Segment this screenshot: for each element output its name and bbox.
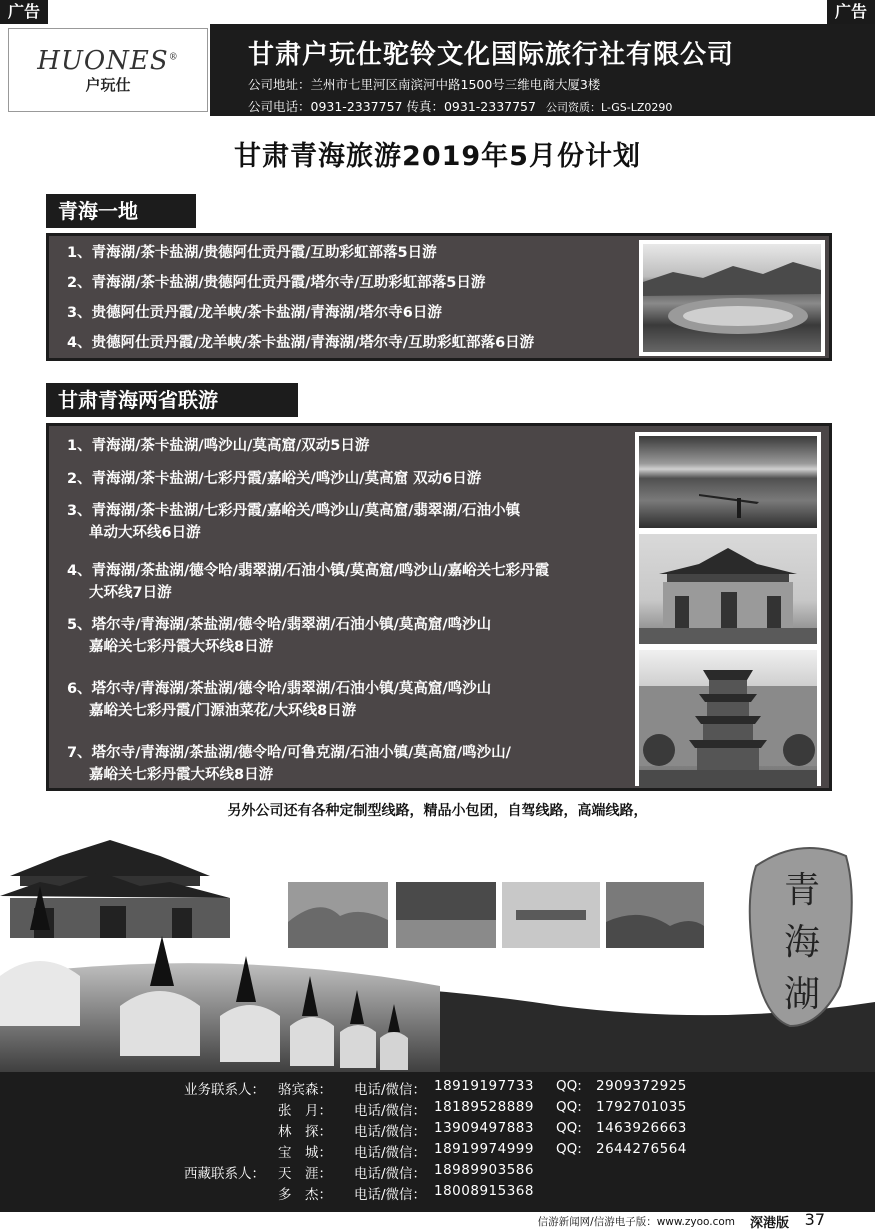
contact-qq-label: QQ: [556,1120,582,1136]
contact-name: 骆宾森： [278,1082,332,1098]
contact-phone: 18919974999 [434,1141,534,1157]
route-item-cont: 嘉峪关七彩丹霞/门源油菜花/大环线8日游 [89,703,357,719]
lake-photo [639,240,825,356]
route-item: 1、青海湖/茶卡盐湖/贵德阿仕贡丹霞/互助彩虹部落5日游 [67,245,437,261]
logo-wordmark: HUONES® [37,45,179,76]
route-item: 4、贵德阿仕贡丹霞/龙羊峡/茶卡盐湖/青海湖/塔尔寺/互助彩虹部落6日游 [67,335,535,351]
route-item: 6、塔尔寺/青海湖/茶盐湖/德令哈/翡翠湖/石油小镇/莫高窟/鸣沙山 [67,681,492,697]
route-item: 7、塔尔寺/青海湖/茶盐湖/德令哈/可鲁克湖/石油小镇/莫高窟/鸣沙山/ [67,745,511,761]
route-panel-qinghai [46,233,832,361]
page-footer [0,1212,875,1230]
route-item: 1、青海湖/茶卡盐湖/鸣沙山/莫高窟/双动5日游 [67,438,370,454]
contact-name: 宝 城： [278,1145,332,1161]
company-qualification: 公司资质：L-GS-LZ0290 [545,101,673,114]
company-name: 甘肃户玩仕驼铃文化国际旅行社有限公司 [248,40,735,70]
ad-tag-right: 广告 [827,0,875,24]
company-address: 公司地址：兰州市七里河区南滨河中路1500号三维电商大厦3楼 [248,77,601,92]
route-item: 2、青海湖/茶卡盐湖/七彩丹霞/嘉峪关/鸣沙山/莫高窟 双动6日游 [67,471,482,487]
page-title: 甘肃青海旅游2019年5月份计划 [234,141,641,172]
footer-edition: 深港版 [749,1216,789,1230]
contact-phone: 13909497883 [434,1120,534,1136]
page-number: 37 [804,1210,825,1229]
contact-qq: 1792701035 [596,1099,687,1115]
contact-phone: 18919197733 [434,1078,534,1094]
section-label-qinghai: 青海一地 [46,194,196,228]
contact-name: 林 探： [278,1124,332,1140]
route-item: 3、贵德阿仕贡丹霞/龙羊峡/茶卡盐湖/青海湖/塔尔寺6日游 [67,305,442,321]
contact-name: 张 月： [278,1103,332,1119]
contact-qq: 2644276564 [596,1141,687,1157]
contact-qq: 1463926663 [596,1120,687,1136]
route-item-cont: 嘉峪关七彩丹霞大环线8日游 [89,767,274,783]
contact-phone-label: 电话/微信： [354,1166,427,1182]
temple-photo [639,534,817,644]
custom-routes-note: 另外公司还有各种定制型线路，精品小包团，自驾线路，高端线路， [227,803,648,819]
route-item-cont: 大环线7日游 [89,585,172,601]
footer-source: 信游新闻网/信游电子版：www.zyoo.com [537,1216,735,1228]
route-item: 2、青海湖/茶卡盐湖/贵德阿仕贡丹霞/塔尔寺/互助彩虹部落5日游 [67,275,486,291]
contact-phone-label: 电话/微信： [354,1187,427,1203]
company-header [0,24,875,116]
contact-name: 天 涯： [278,1166,332,1182]
company-phone-line: 公司电话：0931-2337757 传真：0931-2337757 公司资质：L-GS-LZ0290 [248,99,673,114]
route-item-cont: 嘉峪关七彩丹霞大环线8日游 [89,639,274,655]
route-item-cont: 单动大环线6日游 [89,525,201,541]
company-info [210,24,875,116]
route-item: 5、塔尔寺/青海湖/茶盐湖/德令哈/翡翠湖/石油小镇/莫高窟/鸣沙山 [67,617,492,633]
stone-char: 湖 [784,974,821,1015]
route-item: 3、青海湖/茶卡盐湖/七彩丹霞/嘉峪关/鸣沙山/莫高窟/翡翠湖/石油小镇 [67,503,521,519]
contact-phone-label: 电话/微信： [354,1124,427,1140]
contact-phone: 18989903586 [434,1162,534,1178]
stone-char: 海 [784,922,821,963]
route-panel-gansu-qinghai [46,423,832,791]
contact-dept: 西藏联系人： [184,1166,265,1182]
mogao-caves-photo [639,650,817,788]
contact-phone-label: 电话/微信： [354,1145,427,1161]
salt-lake-photo [639,436,817,528]
contact-qq-label: QQ: [556,1141,582,1157]
company-logo [8,28,208,112]
contact-phone-label: 电话/微信： [354,1082,427,1098]
decorative-scene [0,826,875,1076]
contacts-panel [0,1072,875,1212]
logo-chinese: 户玩仕 [85,75,131,94]
section-label-gansu-qinghai: 甘肃青海两省联游 [46,383,298,417]
ad-tag-left: 广告 [0,0,48,24]
contact-name: 多 杰： [278,1187,332,1203]
photo-column [635,432,821,786]
stone-char: 青 [784,870,821,911]
route-item: 4、青海湖/茶盐湖/德令哈/翡翠湖/石油小镇/莫高窟/鸣沙山/嘉峪关七彩丹霞 [67,563,550,579]
contact-qq: 2909372925 [596,1078,687,1094]
contact-phone: 18008915368 [434,1183,534,1199]
contact-qq-label: QQ: [556,1078,582,1094]
contact-phone: 18189528889 [434,1099,534,1115]
contact-dept: 业务联系人： [184,1082,265,1098]
contact-qq-label: QQ: [556,1099,582,1115]
contact-phone-label: 电话/微信： [354,1103,427,1119]
